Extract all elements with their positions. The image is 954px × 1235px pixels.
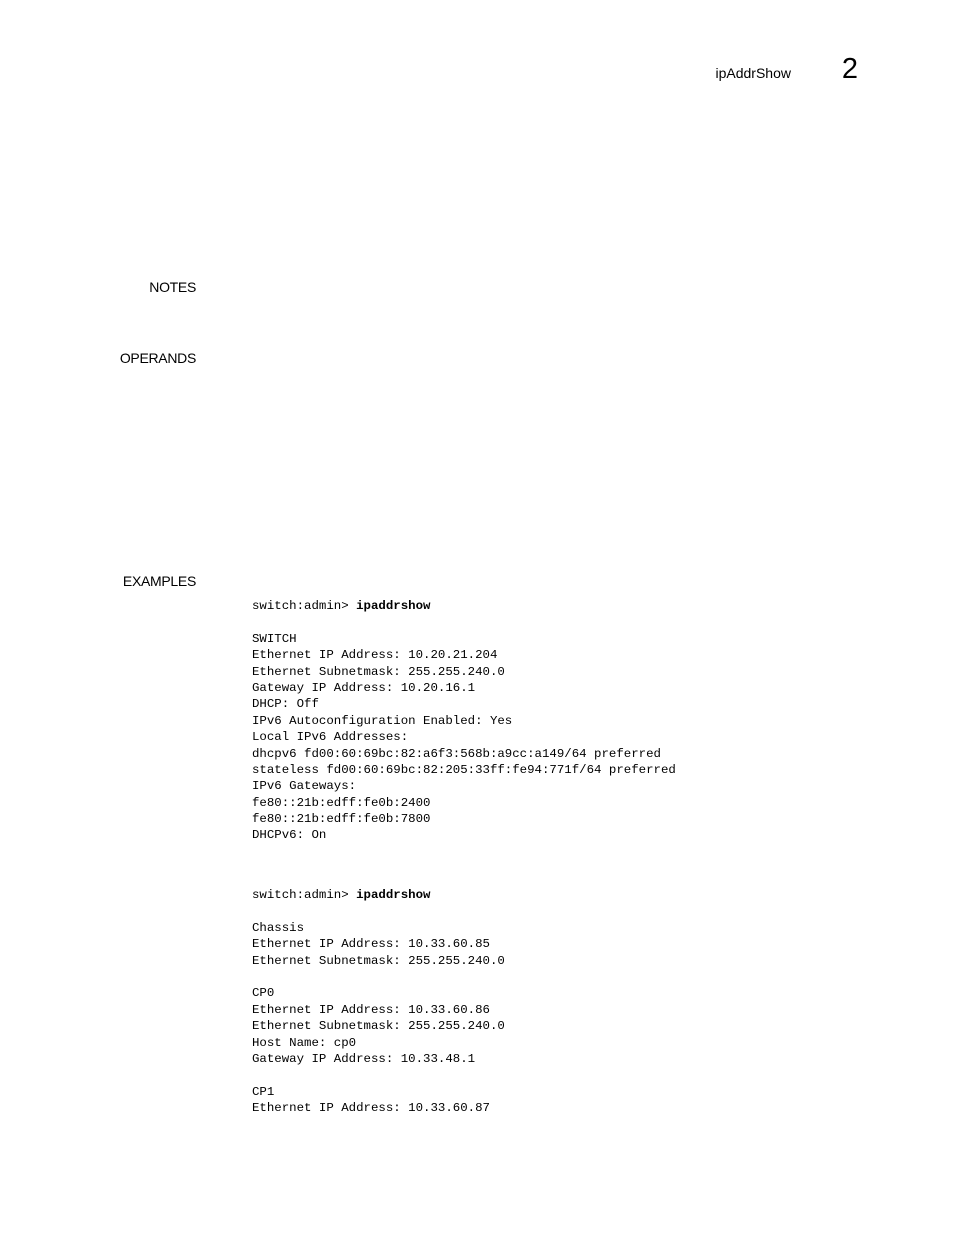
output-line: IPv6 Autoconfiguration Enabled: Yes [252, 713, 513, 728]
command: ipaddrshow [356, 888, 431, 902]
notes-heading: NOTES [149, 279, 196, 295]
output-line [252, 614, 676, 630]
output-line: IPv6 Gateways: [252, 779, 357, 794]
prompt: switch:admin> [252, 599, 357, 613]
output-line: Chassis [252, 920, 305, 935]
prompt: switch:admin> [252, 888, 357, 902]
output-line: stateless fd00:60:69bc:82:205:33ff:fe94:771f/64 preferred [252, 762, 676, 777]
output-line: Host Name: cp0 [252, 1035, 357, 1050]
example-1-code [252, 598, 676, 844]
operands-heading: OPERANDS [119, 350, 196, 366]
output-line [252, 969, 505, 985]
output-line: Ethernet Subnetmask: 255.255.240.0 [252, 1019, 505, 1034]
output-line: DHCP: Off [252, 697, 319, 712]
output-line: DHCPv6: On [252, 828, 327, 843]
output-line: SWITCH [252, 631, 297, 646]
output-line: Gateway IP Address: 10.20.16.1 [252, 680, 476, 695]
examples-heading: EXAMPLES [122, 573, 196, 589]
example-2-code [252, 887, 505, 1116]
output-line: Ethernet IP Address: 10.33.60.87 [252, 1101, 490, 1116]
output-line: Ethernet IP Address: 10.33.60.86 [252, 1002, 490, 1017]
output-line: Ethernet IP Address: 10.33.60.85 [252, 937, 490, 952]
command-line [252, 598, 676, 614]
output-line: CP1 [252, 1084, 275, 1099]
output-line: Ethernet IP Address: 10.20.21.204 [252, 648, 498, 663]
output-line: Ethernet Subnetmask: 255.255.240.0 [252, 953, 505, 968]
output-line: fe80::21b:edff:fe0b:2400 [252, 795, 431, 810]
output-line [252, 903, 505, 919]
command-line [252, 887, 505, 903]
chapter-number: 2 [841, 53, 858, 85]
output-line: Local IPv6 Addresses: [252, 730, 409, 745]
output-line: Ethernet Subnetmask: 255.255.240.0 [252, 664, 505, 679]
output-line: Gateway IP Address: 10.33.48.1 [252, 1051, 476, 1066]
running-header-title: ipAddrShow [715, 65, 791, 81]
output-line: fe80::21b:edff:fe0b:7800 [252, 812, 431, 827]
command: ipaddrshow [356, 599, 431, 613]
output-line [252, 1067, 505, 1083]
output-line: dhcpv6 fd00:60:69bc:82:a6f3:568b:a9cc:a149/64 preferred [252, 746, 661, 761]
output-line: CP0 [252, 986, 275, 1001]
